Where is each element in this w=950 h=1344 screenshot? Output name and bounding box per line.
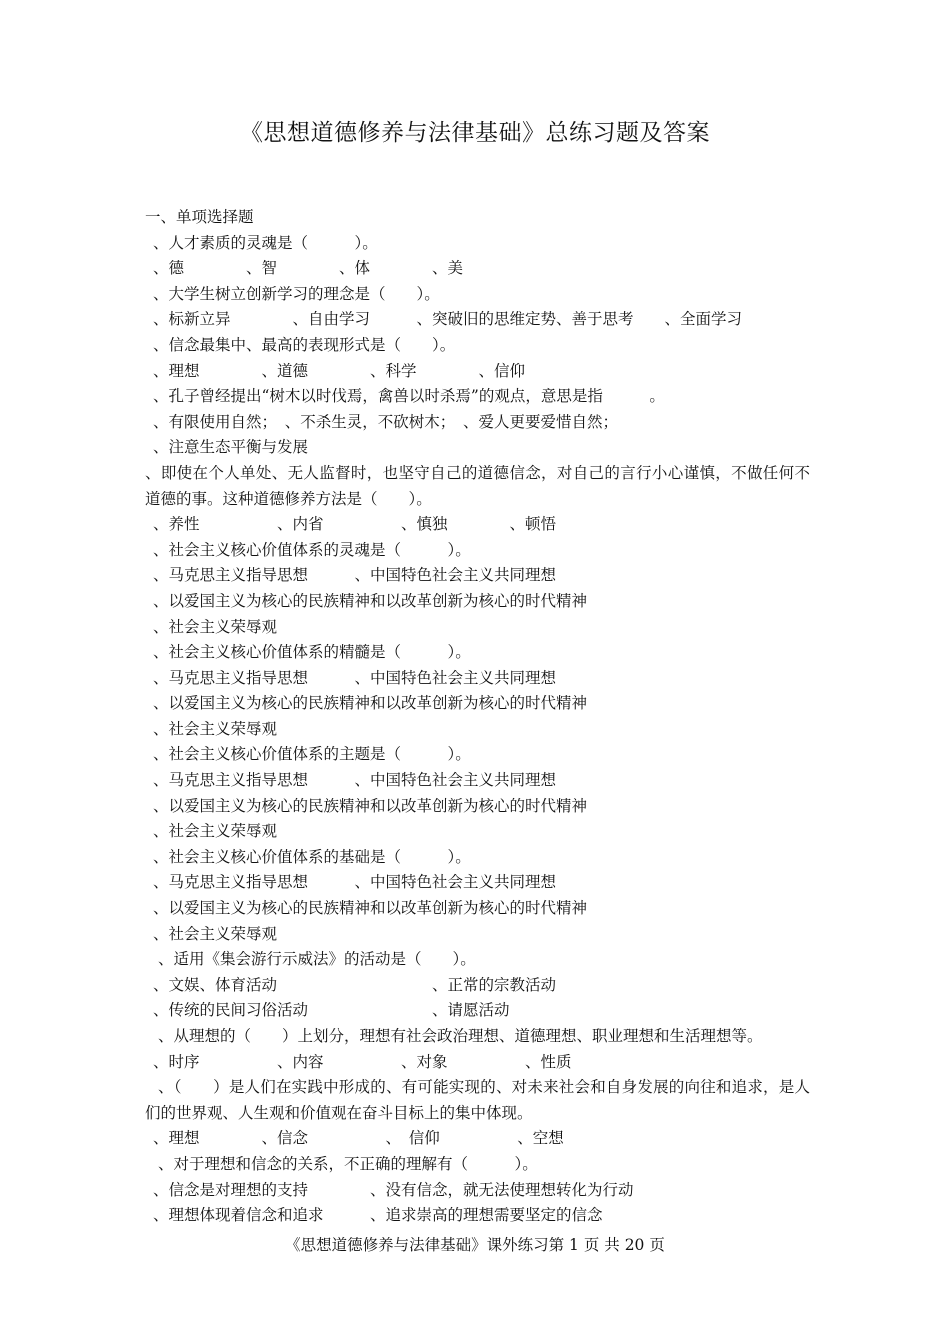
question-11-options: 、时序 、内容 、对象 、性质 bbox=[153, 1052, 572, 1071]
question-4-options: 、有限使用自然； 、不杀生灵，不砍树木； 、爱人更要爱惜自然； bbox=[153, 412, 619, 431]
question-7: 、社会主义核心价值体系的精髓是（ ）。 bbox=[153, 643, 471, 662]
question-10-options-ab: 、文娱、体育活动 、正常的宗教活动 bbox=[153, 975, 557, 994]
question-13-options-cd: 、理想体现着信念和追求 、追求崇高的理想需要坚定的信念 bbox=[153, 1206, 603, 1225]
question-7-option-a: 、马克思主义指导思想 、中国特色社会主义共同理想 bbox=[153, 668, 557, 687]
question-9-option-a: 、马克思主义指导思想 、中国特色社会主义共同理想 bbox=[153, 873, 557, 892]
document-body bbox=[145, 205, 810, 1229]
question-6-option-d: 、社会主义荣辱观 bbox=[153, 617, 278, 636]
question-6: 、社会主义核心价值体系的灵魂是（ ）。 bbox=[153, 540, 471, 559]
question-9: 、社会主义核心价值体系的基础是（ ）。 bbox=[153, 847, 471, 866]
question-1-options: 、德 、智 、体 、美 bbox=[153, 259, 464, 278]
question-2-options: 、标新立异 、自由学习 、突破旧的思维定势、善于思考 、全面学习 bbox=[153, 310, 743, 329]
question-1: 、人才素质的灵魂是（ ）。 bbox=[153, 233, 378, 252]
question-11: 、从理想的（ ）上划分，理想有社会政治理想、道德理想、职业理想和生活理想等。 bbox=[158, 1027, 763, 1045]
question-6-option-c: 、以爱国主义为核心的民族精神和以改革创新为核心的时代精神 bbox=[153, 591, 588, 610]
question-5-options: 、养性 、内省 、慎独 、顿悟 bbox=[153, 515, 557, 534]
page-footer: 《思想道德修养与法律基础》课外练习第 1 页 共 20 页 bbox=[285, 1236, 665, 1254]
question-12-options: 、理想 、信念 、 信仰 、空想 bbox=[153, 1129, 564, 1148]
question-13: 、对于理想和信念的关系，不正确的理解有（ ）。 bbox=[158, 1154, 538, 1173]
question-3: 、信念最集中、最高的表现形式是（ ）。 bbox=[153, 335, 456, 354]
question-8-option-c: 、以爱国主义为核心的民族精神和以改革创新为核心的时代精神 bbox=[153, 796, 588, 815]
question-13-options-ab: 、信念是对理想的支持 、没有信念，就无法使理想转化为行动 bbox=[153, 1180, 634, 1199]
question-5: 、即使在个人单处、无人监督时，也坚守自己的道德信念，对自己的言行小心谨慎，不做任何不道德的事。这种道德修养方法是（ ）。 bbox=[145, 463, 810, 508]
document-title: 《思想道德修养与法律基础》总练习题及答案 bbox=[240, 120, 710, 146]
question-7-option-c: 、以爱国主义为核心的民族精神和以改革创新为核心的时代精神 bbox=[153, 694, 588, 713]
question-6-option-a: 、马克思主义指导思想 、中国特色社会主义共同理想 bbox=[153, 566, 557, 585]
question-8-option-a: 、马克思主义指导思想 、中国特色社会主义共同理想 bbox=[153, 771, 557, 790]
question-10-options-cd: 、传统的民间习俗活动 、请愿活动 bbox=[153, 1001, 510, 1020]
question-10: 、适用《集会游行示威法》的活动是（ ）。 bbox=[158, 950, 476, 969]
section-heading: 一、单项选择题 bbox=[145, 208, 254, 226]
question-9-option-d: 、社会主义荣辱观 bbox=[153, 924, 278, 943]
question-12: 、（ ）是人们在实践中形成的、有可能实现的、对未来社会和自身发展的向往和追求，是人们的世界观、人生观和价值观在奋斗目标上的集中体现。 bbox=[145, 1078, 810, 1122]
question-3-options: 、理想 、道德 、科学 、信仰 bbox=[153, 361, 526, 380]
question-4: 、孔子曾经提出“树木以时伐焉，禽兽以时杀焉”的观点，意思是指 。 bbox=[153, 387, 665, 406]
question-8-option-d: 、社会主义荣辱观 bbox=[153, 822, 278, 841]
question-9-option-c: 、以爱国主义为核心的民族精神和以改革创新为核心的时代精神 bbox=[153, 899, 588, 918]
question-2: 、大学生树立创新学习的理念是（ ）。 bbox=[153, 284, 440, 303]
question-7-option-d: 、社会主义荣辱观 bbox=[153, 719, 278, 738]
question-8: 、社会主义核心价值体系的主题是（ ）。 bbox=[153, 745, 471, 764]
question-4-options-cont: 、注意生态平衡与发展 bbox=[153, 438, 309, 457]
